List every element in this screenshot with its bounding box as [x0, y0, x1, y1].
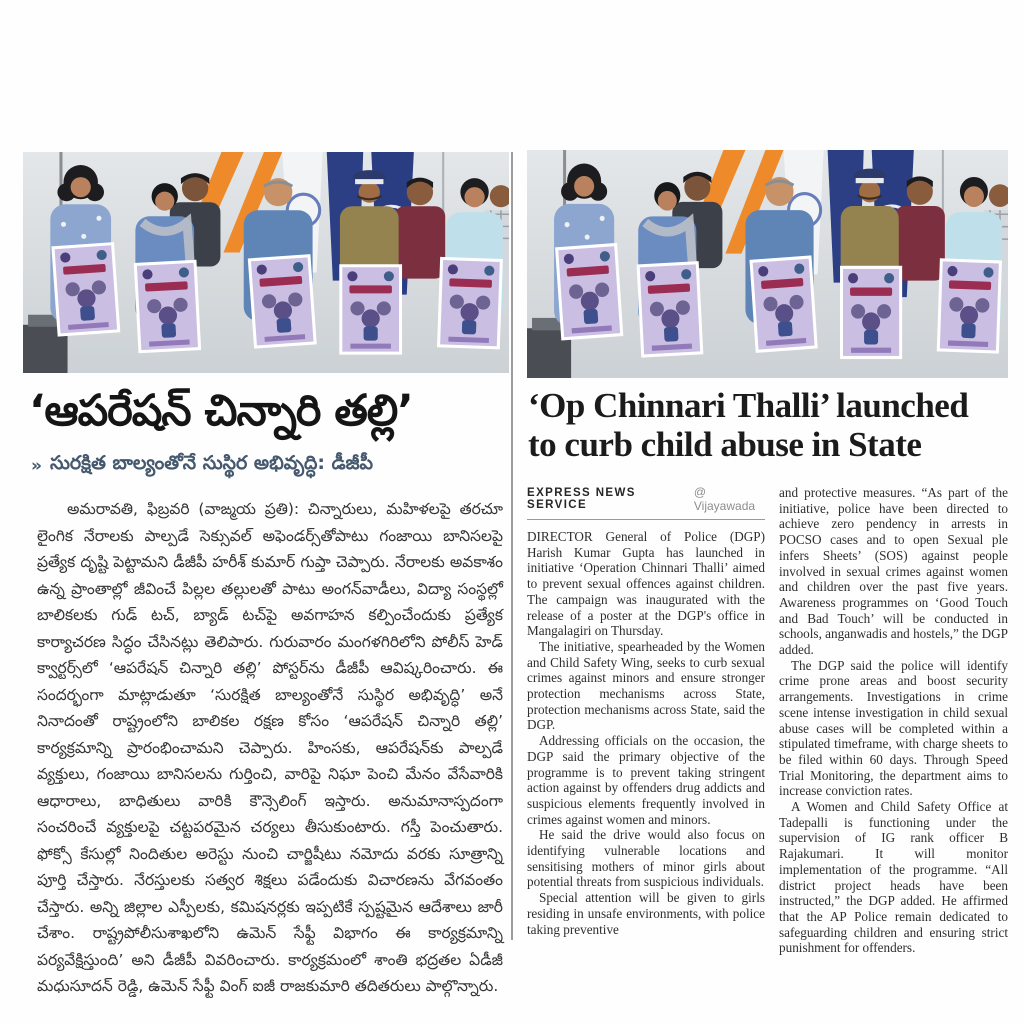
english-paragraph-2: The initiative, spearheaded by the Women and Child Safety Wing, seeks to curb sexual crimes against minors and ensure stronger protection mechanisms across State, protection mechanisms across State, said the DGP. [527, 638, 765, 733]
english-paragraph-1: DIRECTOR General of Police (DGP) Harish Kumar Gupta has launched in initiative ‘Operation Chinnari Thalli’ aimed to prevent sexual offences against children. The campaign was inaugurated with the release of a poster at the DGP's office in Mangalagiri on Thursday. [527, 529, 765, 639]
english-paragraph-8: A Women and Child Safety Office at Tadepalli is functioning under the supervision of IG rank officer B Rajakumari. It will monitor implementation of the programme. “All district project heads have been instructed,” the DGP added. He affirmed that the AP Police remain dedicated to safeguarding children and ensuring strict punishment for offenders. [779, 799, 1008, 956]
english-headline [528, 386, 1008, 464]
column-divider [511, 152, 513, 940]
double-arrow-icon: » [31, 455, 39, 476]
english-paragraph-4: He said the drive would also focus on identifying vulnerable locations and sensitising mothers of minor girls about potential threats from suspicious individuals. [527, 827, 765, 890]
telugu-subheadline-text: సురక్షిత బాల్యంతోనే సుస్థిర అభివృద్ధి: డీజీపీ [49, 452, 374, 474]
english-paragraph-6: and protective measures. “As part of the initiative, police have been directed to achieve zero pendency in arrests in POCSO cases and to open Sexual ple infers Sheets’ (SOS) against people involved in sexual crimes against women and children over the past five years. Awareness programmes on ‘Good Touch and Bad Touch’ will be conducted in schools, anganwadis and hostels,” the DGP added. [779, 485, 1008, 658]
byline [527, 485, 765, 520]
english-column-1 [527, 485, 765, 956]
english-body-columns [527, 485, 1008, 956]
telugu-headline: ‘ఆపరేషన్ చిన్నారి తల్లి’ [29, 386, 413, 436]
byline-agency: EXPRESS NEWS SERVICE [527, 487, 636, 511]
english-paragraph-5: Special attention will be given to girls residing in unsafe environments, with police taking preventive [527, 890, 765, 937]
telugu-article [23, 152, 509, 1000]
press-photo-right [527, 150, 1008, 378]
english-headline-line1: ‘Op Chinnari Thalli’ launched [528, 386, 969, 425]
press-photo-left [23, 152, 509, 373]
telugu-body [37, 496, 503, 1000]
byline-location: @ Vijayawada [693, 485, 756, 513]
telugu-subheadline [31, 452, 509, 479]
english-paragraph-3: Addressing officials on the occasion, the DGP said the primary objective of the programme is to prevent taking stringent action against by offenders drug addicts and suspicious elements frequently involved in crimes against women and minors. [527, 733, 765, 827]
english-column-2 [779, 485, 1008, 956]
english-article [527, 150, 1008, 956]
english-paragraph-7: The DGP said the police will identify crime prone areas and boost security arrangements. Investigations in crime scene intense investigation in child sexual abuse cases will be completed within a stipulated timeframe, with charge sheets to be filed within 60 days. Through Speed Trial Monitoring, the department aims to increase conviction rates. [779, 657, 1008, 799]
english-headline-line2: to curb child abuse in State [528, 425, 922, 464]
telugu-paragraph: అమరావతి, ఫిబ్రవరి (వాఙ్మయ ప్రతి): చిన్నారులు, మహిళలపై తరచూ లైంగిక నేరాలకు పాల్పడే సెక్సువల్ అఫెండర్స్‌తోపాటు గంజాయి బానిసలపై ప్రత్యేక దృష్టి పెట్టామని డీజీపీ హరీశ్ కుమార్ గుప్తా చెప్పారు. నేరాలకు అవకాశం ఉన్న ప్రాంతాల్లో జీవించే పిల్లల తల్లులతో పాటు అంగన్‌వాడీలు, విద్యా సంస్థల్లో బాలికలకు గుడ్ టచ్, బ్యాడ్ టచ్‌పై అవగాహన కల్పించేందుకు ప్రత్యేక కార్యాచరణ సిద్ధం చేసినట్లు తెలిపారు. గురువారం మంగళగిరిలోని పోలీస్ హెడ్ క్వార్టర్స్‌లో ‘ఆపరేషన్ చిన్నారి తల్లి’ పోస్టర్‌ను డీజీపీ ఆవిష్కరించారు. ఈ సందర్భంగా మాట్లాడుతూ ‘సురక్షిత బాల్యంతోనే సుస్థిర అభివృద్ధి’ అనే నినాదంతో రాష్ట్రంలోని బాలికల రక్షణ కోసం ‘ఆపరేషన్ చిన్నారి తల్లి’ కార్యక్రమాన్ని ప్రారంభించామని చెప్పారు. హింసకు, ఆపరేషన్‌కు పాల్పడే వ్యక్తులు, గంజాయి బానిసలను గుర్తించి, వారిపై నిఘా పెంచి మేనం వేసేవారికి ఆధారాలు, బాధితులు వారికి కౌన్సెలింగ్ ఇస్తారు. అనుమానాస్పదంగా సంచరించే వ్యక్తులపై చట్టపరమైన చర్యలు తీసుకుంటారు. గస్తీ పెంచుతారు. ఫోక్సో కేసుల్లో నిందితుల అరెస్టు నుంచి చార్జిషీటు నమోదు వరకు సూత్రాన్ని పూర్తి చేస్తారు. నేరస్తులకు సత్వర శిక్షలు పడేందుకు విచారణను వేగవంతం చేస్తారు. అన్ని జిల్లాల ఎస్పీలకు, కమిషనర్లకు ఇప్పటికే స్పష్టమైన ఆదేశాలు జారీ చేశాం. రాష్ట్రపోలీసుశాఖలోని ఉమెన్ సేఫ్టీ విభాగం ఈ కార్యక్రమాన్ని పర్యవేక్షిస్తుంది’ అని డీజీపీ వివరించారు. కార్యక్రమంలో శాంతి భద్రతల ఏడీజీ మధుసూదన్ రెడ్డి, ఉమెన్ సేఫ్టీ వింగ్ ఐజీ రాజకుమారి తదితరులు పాల్గొన్నారు. [37, 500, 503, 995]
